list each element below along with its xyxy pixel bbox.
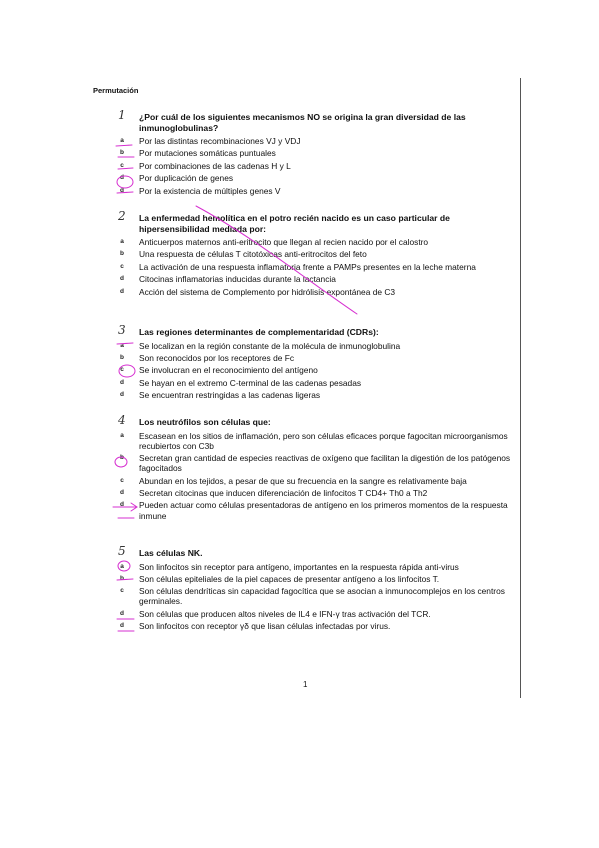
question-text: La enfermedad hemolítica en el potro recién nacido es un caso particular de hipersensibilidad mediada por: [139, 213, 450, 234]
option-item [115, 186, 515, 196]
question-number: 2 [118, 209, 126, 223]
option-letter: b [120, 149, 124, 157]
question-5 [115, 544, 515, 634]
option-letter: d [120, 501, 124, 509]
question-number: 4 [118, 413, 126, 427]
question-header [115, 209, 515, 234]
option-list [115, 237, 515, 297]
option-text: Se localizan en la región constante de la molécula de inmunoglobulina [139, 340, 401, 351]
option-letter: c [120, 476, 124, 484]
option-text: Se hayan en el extremo C-terminal de las cadenas pesadas [139, 377, 362, 388]
option-text: Son linfocitos con receptor γδ que lisan células infectadas por virus. [139, 621, 391, 632]
option-text: Por las distintas recombinaciones VJ y VDJ [139, 136, 301, 146]
option-letter: d [120, 174, 124, 182]
option-text: Citocinas inflamatorias inducidas durante la lactancia [139, 274, 336, 285]
option-text: Por duplicación de genes [139, 173, 234, 184]
margin-rule [520, 78, 521, 698]
question-text: ¿Por cuál de los siguientes mecanismos NO se origina la gran diversidad de las inmunoglobulinas? [139, 112, 466, 133]
option-text: Por la existencia de múltiples genes V [139, 185, 281, 196]
question-1 [115, 108, 515, 198]
option-item [115, 365, 515, 375]
option-letter: d [120, 489, 124, 497]
question-text: Las regiones determinantes de complementaridad (CDRs): [139, 327, 379, 337]
option-letter: d [120, 391, 124, 399]
question-header [115, 108, 515, 133]
option-letter: d [120, 186, 124, 194]
option-text: Por combinaciones de las cadenas H y L [139, 160, 291, 171]
option-letter: c [120, 161, 124, 169]
option-letter: a [120, 562, 124, 570]
option-letter: a [120, 341, 124, 349]
option-item [115, 431, 515, 451]
question-3 [115, 323, 515, 402]
option-letter: d [120, 609, 124, 617]
option-text: Se encuentran restringidas a las cadenas ligeras [139, 390, 321, 401]
option-text: Acción del sistema de Complemento por hidrólisis expontánea de C3 [139, 286, 396, 297]
option-list [115, 562, 515, 632]
option-item [115, 287, 515, 297]
option-item [115, 249, 515, 259]
question-text: Los neutrófilos son células que: [139, 417, 271, 427]
option-item [115, 488, 515, 498]
option-item [115, 161, 515, 171]
option-text: Secretan gran cantidad de especies reactivas de oxígeno que facilitan la digestión de los patógenos fagocitados [139, 453, 511, 474]
option-text: Por mutaciones somáticas puntuales [139, 148, 276, 159]
option-item [115, 237, 515, 247]
question-number: 3 [118, 323, 126, 337]
option-letter: a [120, 137, 124, 144]
option-text: La activación de una respuesta inflamatoria frente a PAMPs presentes en la leche materna [139, 261, 476, 272]
option-letter: d [120, 275, 124, 283]
option-item [115, 476, 515, 486]
option-text: Son células dendríticas sin capacidad fagocítica que se asocian a inmunocomplejos en los centros germinales. [139, 586, 505, 607]
option-item [115, 574, 515, 584]
option-letter: b [120, 454, 124, 462]
option-letter: c [120, 587, 124, 595]
question-4 [115, 413, 515, 523]
option-item [115, 609, 515, 619]
option-item [115, 274, 515, 284]
option-text: Escasean en los sitios de inflamación, pero son células eficaces porque fagocitan microorganismos recubiertos con C3b [139, 430, 508, 451]
option-item [115, 378, 515, 388]
option-text: Son células que producen altos niveles de IL4 e IFN-γ tras activación del TCR. [139, 608, 431, 619]
option-item [115, 173, 515, 183]
question-number: 5 [118, 544, 126, 558]
section-title: Permutación [93, 86, 139, 95]
option-letter: d [120, 378, 124, 386]
page-number: 1 [303, 680, 308, 689]
option-letter: c [120, 366, 124, 374]
question-header [115, 544, 515, 559]
option-list [115, 136, 515, 196]
option-text: Pueden actuar como células presentadoras de antígeno en los primeros momentos de la respuesta inmune [139, 500, 508, 521]
option-item [115, 390, 515, 400]
option-text: Son reconocidos por los receptores de Fc [139, 352, 295, 363]
option-item [115, 453, 515, 473]
option-list [115, 431, 515, 521]
option-item [115, 136, 515, 146]
option-item [115, 500, 515, 520]
option-letter: c [120, 262, 124, 270]
option-item [115, 262, 515, 272]
option-letter: a [120, 238, 124, 245]
option-letter: d [120, 622, 124, 630]
option-item [115, 353, 515, 363]
option-text: Secretan citocinas que inducen diferenciación de linfocitos T CD4+ Th0 a Th2 [139, 488, 428, 499]
option-letter: a [120, 431, 124, 439]
option-text: Son linfocitos sin receptor para antígeno, importantes en la respuesta rápida anti-virus [139, 561, 459, 572]
question-2 [115, 209, 515, 299]
option-item [115, 586, 515, 606]
option-letter: b [120, 574, 124, 582]
option-item [115, 341, 515, 351]
option-text: Una respuesta de células T citotóxicas anti-eritrocitos del feto [139, 249, 367, 260]
option-item [115, 562, 515, 572]
option-item [115, 621, 515, 631]
option-list [115, 341, 515, 401]
option-item [115, 148, 515, 158]
question-number: 1 [118, 108, 126, 122]
option-text: Son células epiteliales de la piel capaces de presentar antígeno a los linfocitos T. [139, 573, 440, 584]
option-letter: d [120, 287, 124, 295]
question-text: Las células NK. [139, 548, 203, 558]
option-text: Abundan en los tejidos, a pesar de que su frecuencia en la sangre es relativamente baja [139, 475, 467, 486]
question-header [115, 413, 515, 428]
question-header [115, 323, 515, 338]
option-text: Anticuerpos maternos anti-eritrocito que llegan al recien nacido por el calostro [139, 237, 429, 247]
option-text: Se involucran en el reconocimiento del antígeno [139, 365, 318, 376]
option-letter: b [120, 250, 124, 258]
option-letter: b [120, 353, 124, 361]
